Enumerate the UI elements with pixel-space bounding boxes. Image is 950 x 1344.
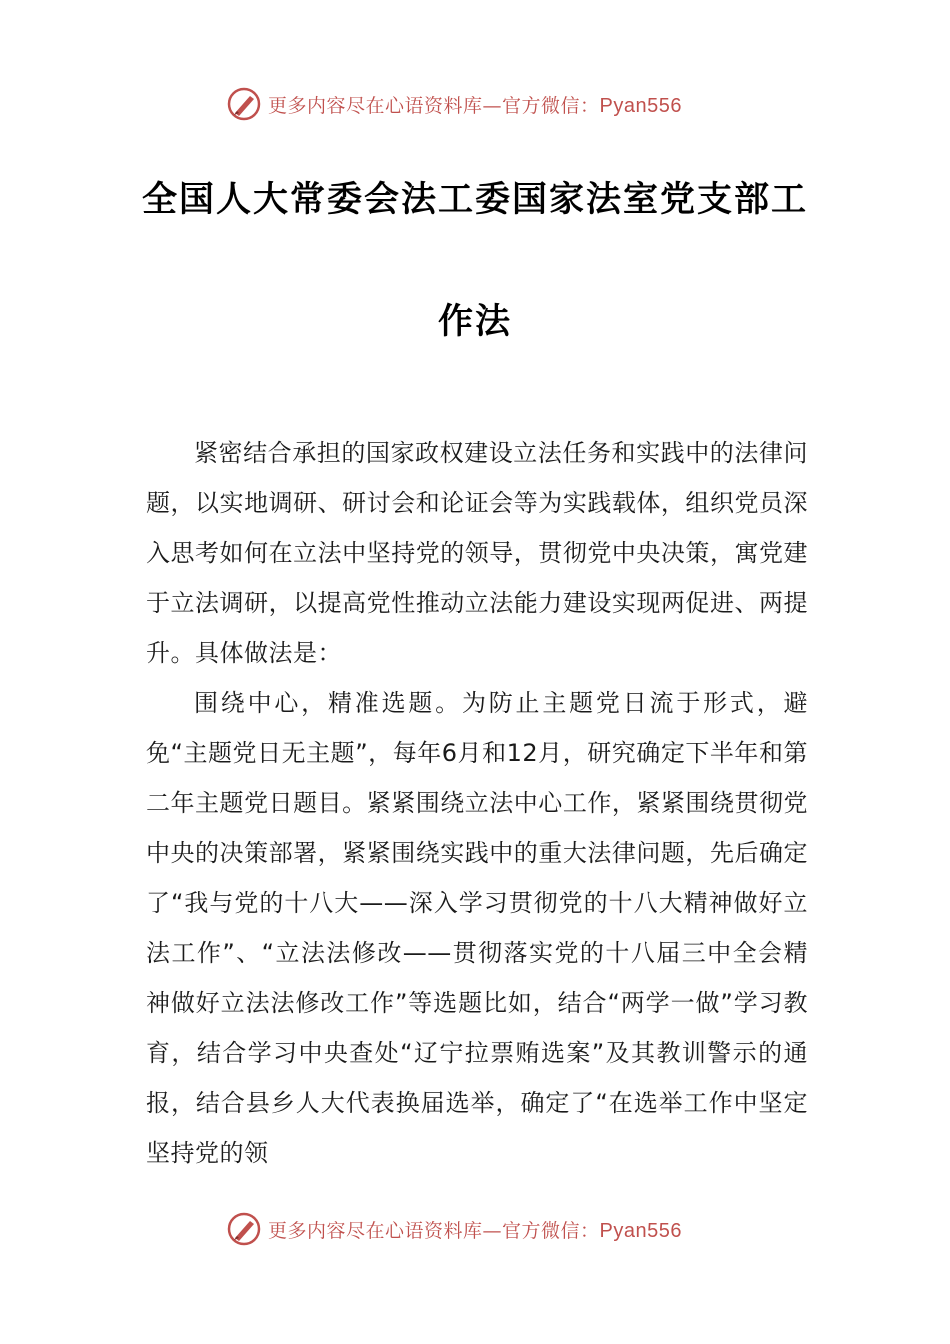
paragraph: 紧密结合承担的国家政权建设立法任务和实践中的法律问题，以实地调研、研讨会和论证会等为实践载体，组织党员深入思考如何在立法中坚持党的领导，贯彻党中央决策，寓党建于立法调研，以提高党性推动立法能力建设实现两促进、两提升。具体做法是：	[146, 439, 808, 667]
watermark-footer	[226, 1209, 682, 1249]
watermark-header	[226, 84, 682, 124]
watermark-text: 更多内容尽在心语资料库—官方微信：Pyan556	[268, 1219, 682, 1242]
document-body	[146, 428, 808, 1178]
watermark-text: 更多内容尽在心语资料库—官方微信：Pyan556	[268, 94, 682, 117]
pen-logo-icon	[226, 86, 262, 122]
document-title-line2: 作法	[437, 302, 512, 342]
pen-logo-icon	[226, 1211, 262, 1247]
paragraph: 围绕中心，精准选题。为防止主题党日流于形式，避免“主题党日无主题”，每年6月和12月，研究确定下半年和第二年主题党日题目。紧紧围绕立法中心工作，紧紧围绕贯彻党中央的决策部署，紧紧围绕实践中的重大法律问题，先后确定了“我与党的十八大——深入学习贯彻党的十八大精神做好立法工作”、“立法法修改——贯彻落实党的十八届三中全会精神做好立法法修改工作”等选题比如，结合“两学一做”学习教育，结合学习中央查处“辽宁拉票贿选案”及其教训警示的通报，结合县乡人大代表换届选举，确定了“在选举工作中坚定坚持党的领	[146, 689, 808, 1167]
document-title-line1: 全国人大常委会法工委国家法室党支部工	[141, 180, 808, 220]
watermark-wechat-id: Pyan556	[599, 94, 682, 117]
watermark-wechat-id: Pyan556	[599, 1219, 682, 1242]
